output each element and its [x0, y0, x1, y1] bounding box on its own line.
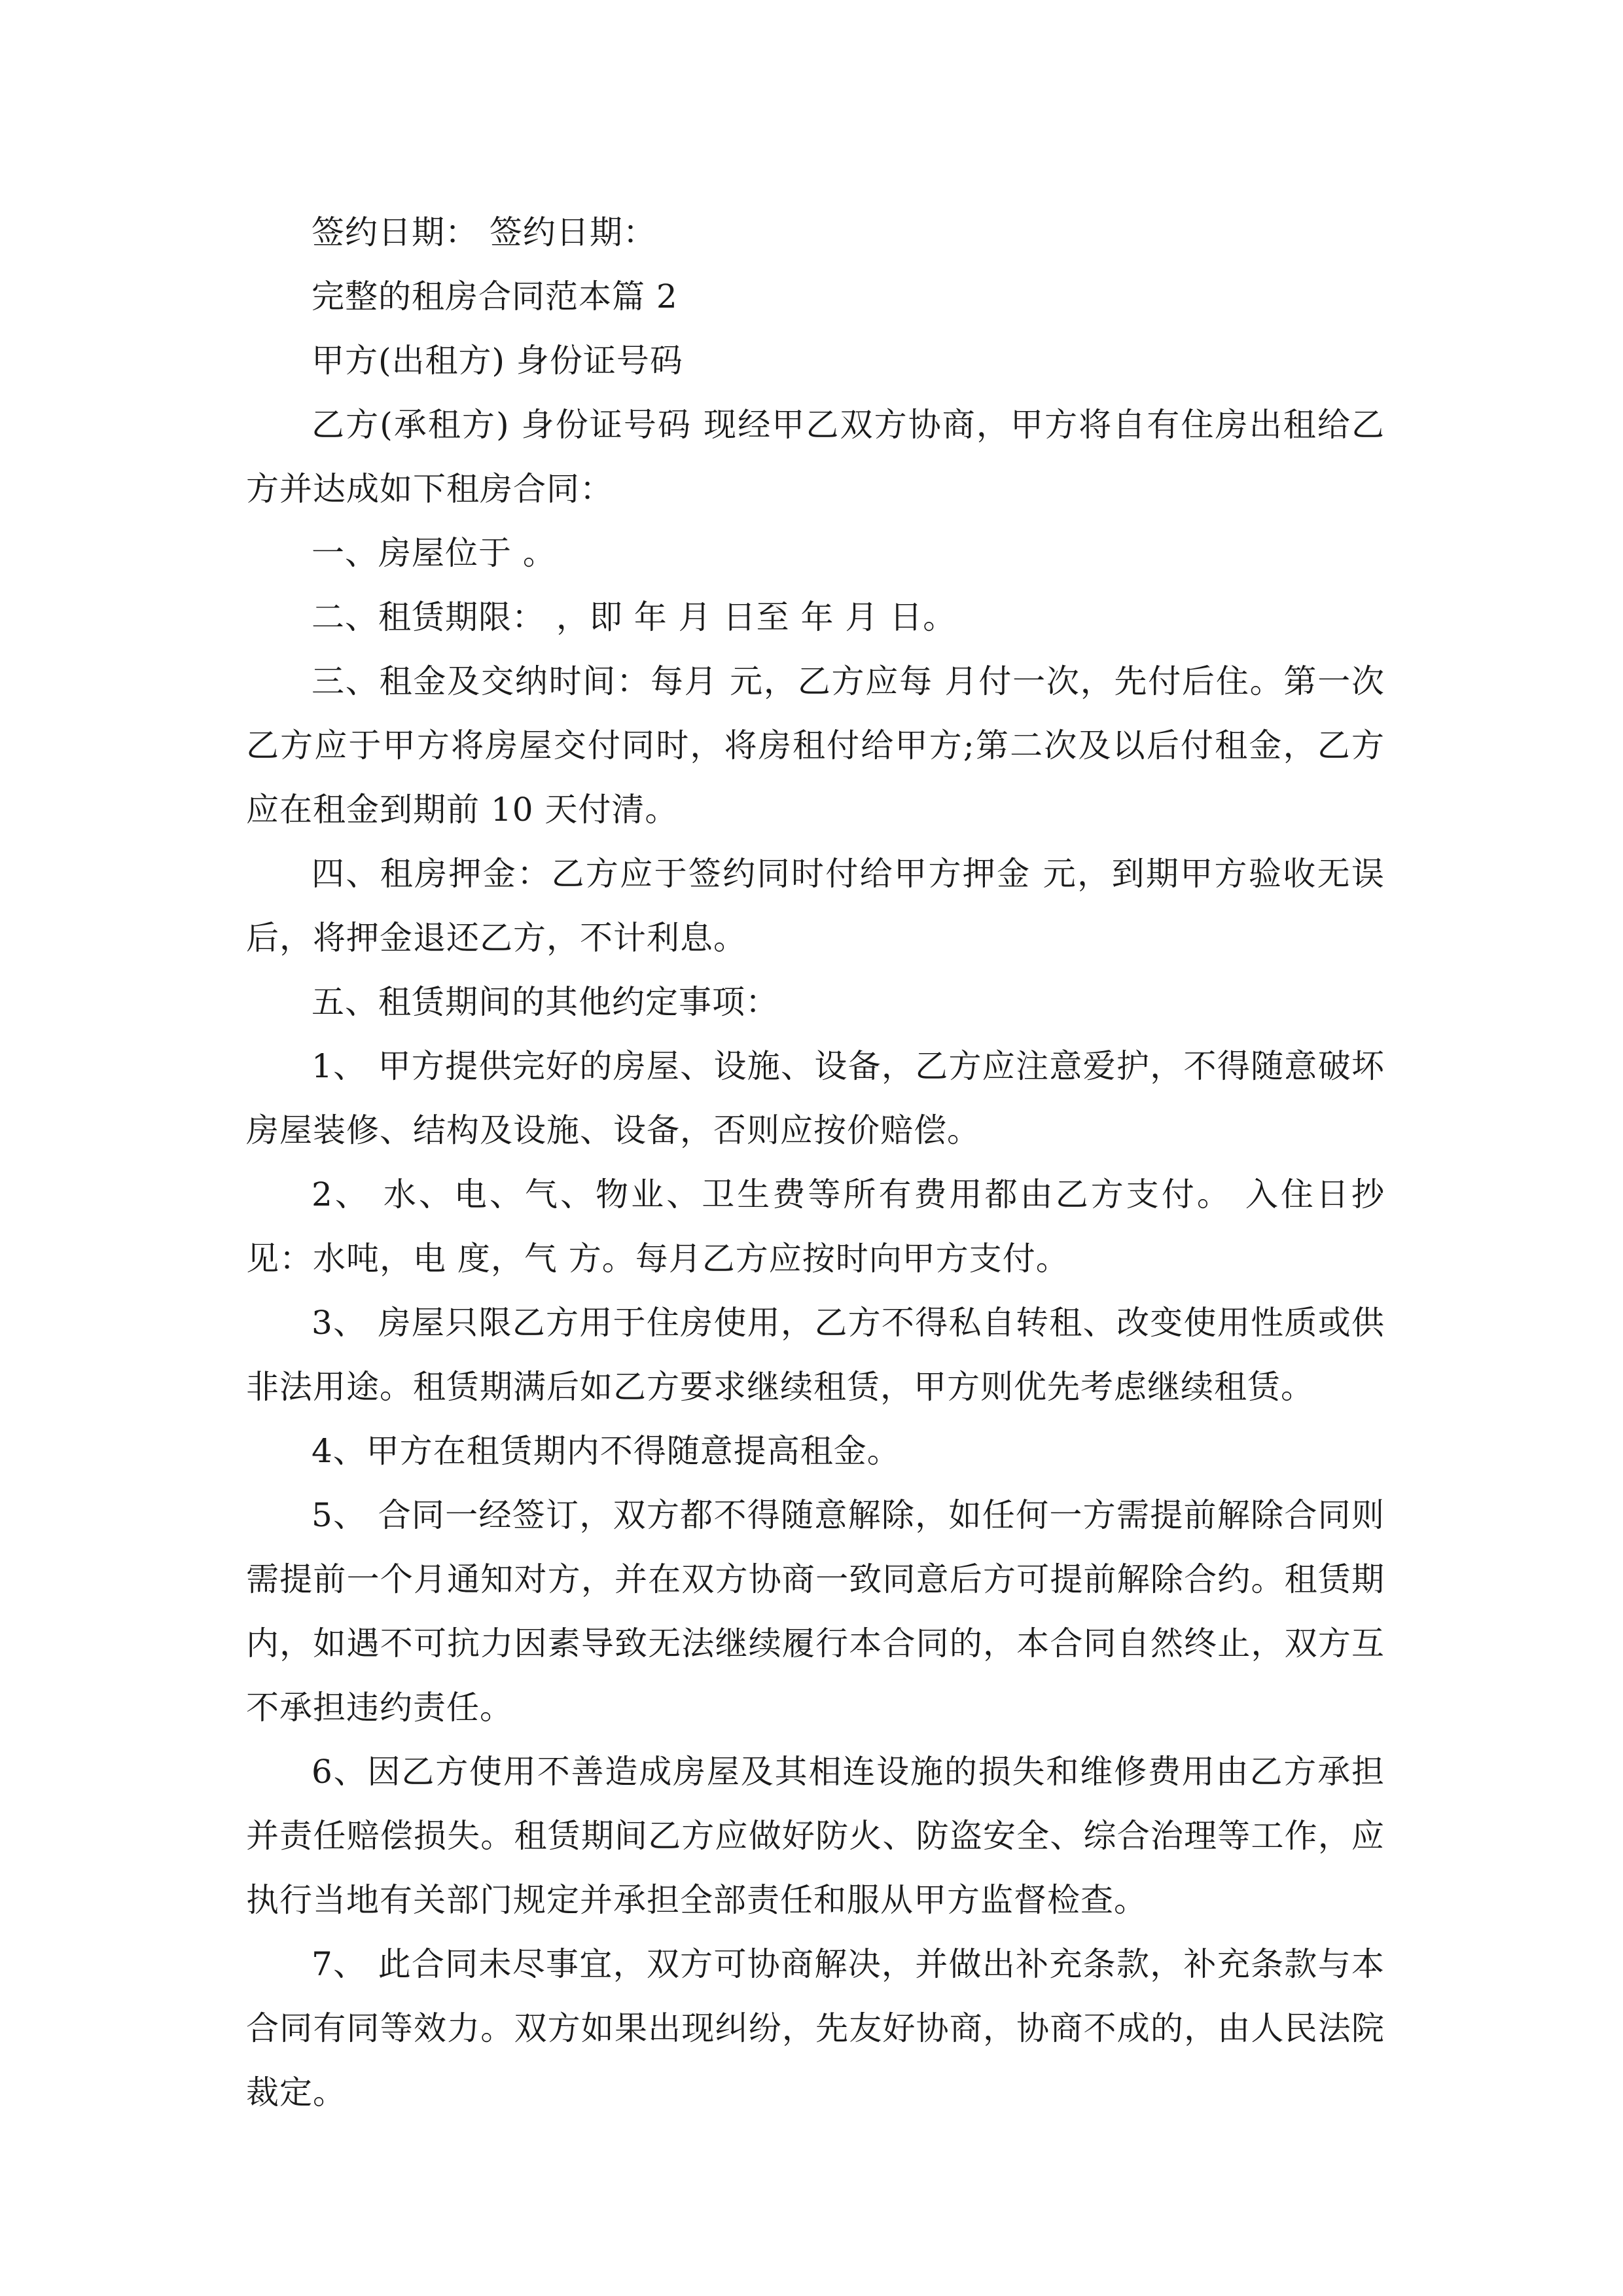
signature-date-line: 签约日期： 签约日期： — [312, 213, 656, 251]
clause-4-deposit: 四、租房押金：乙方应于签约同时付给甲方押金 元，到期甲方验收无误后，将押金退还乙方，不计利息。 — [246, 855, 1385, 957]
sub-clause-1: 1、 甲方提供完好的房屋、设施、设备，乙方应注意爱护，不得随意破坏房屋装修、结构及设施、设备，否则应按价赔偿。 — [246, 1047, 1385, 1149]
clause-2-term: 二、租赁期限： ，即 年 月 日至 年 月 日。 — [312, 598, 957, 636]
sub-clause-6: 6、因乙方使用不善造成房屋及其相连设施的损失和维修费用由乙方承担并责任赔偿损失。租赁期间乙方应做好防火、防盗安全、综合治理等工作，应执行当地有关部门规定并承担全部责任和服从甲方监督检查。 — [246, 1753, 1385, 1919]
clause-1-location: 一、房屋位于 。 — [312, 534, 556, 572]
clause-3-rent: 三、租金及交纳时间：每月 元，乙方应每 月付一次，先付后住。第一次乙方应于甲方将房屋交付同时，将房租付给甲方;第二次及以后付租金，乙方应在租金到期前 10 天付清。 — [246, 662, 1385, 829]
clause-5-heading: 五、租赁期间的其他约定事项： — [312, 983, 779, 1021]
party-b-intro-paragraph: 乙方(承租方) 身份证号码 现经甲乙双方协商，甲方将自有住房出租给乙方并达成如下租房合同： — [246, 406, 1385, 508]
party-a-line: 甲方(出租方) 身份证号码 — [312, 342, 683, 380]
section-title: 完整的租房合同范本篇 2 — [312, 278, 678, 315]
sub-clause-5: 5、 合同一经签订，双方都不得随意解除，如任何一方需提前解除合同则需提前一个月通知对方，并在双方协商一致同意后方可提前解除合约。租赁期内，如遇不可抗力因素导致无法继续履行本合同的，本合同自然终止，双方互不承担违约责任。 — [246, 1496, 1385, 1727]
sub-clause-2: 2、 水、电、气、物业、卫生费等所有费用都由乙方支付。 入住日抄见：水吨，电 度，气 方。每月乙方应按时向甲方支付。 — [246, 1175, 1385, 1278]
sub-clause-3: 3、 房屋只限乙方用于住房使用，乙方不得私自转租、改变使用性质或供非法用途。租赁期满后如乙方要求继续租赁，甲方则优先考虑继续租赁。 — [246, 1304, 1385, 1406]
document-body — [246, 200, 1385, 2125]
sub-clause-7: 7、 此合同未尽事宜，双方可协商解决，并做出补充条款，补充条款与本合同有同等效力。双方如果出现纠纷，先友好协商，协商不成的，由人民法院裁定。 — [246, 1945, 1385, 2111]
sub-clause-4: 4、甲方在租赁期内不得随意提高租金。 — [312, 1432, 901, 1470]
